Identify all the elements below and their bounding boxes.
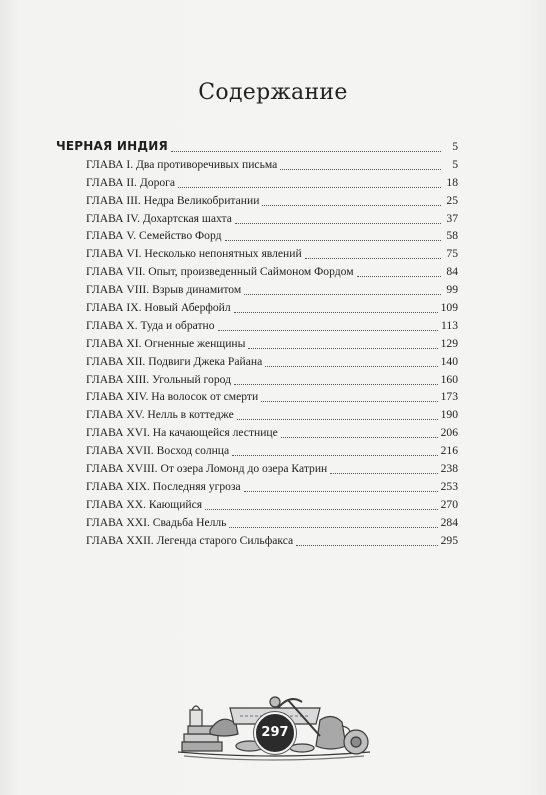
toc-entry-page: 238: [440, 462, 458, 476]
toc-entry: [56, 263, 458, 281]
toc-entry: [56, 496, 458, 514]
page-number-badge: 297: [254, 712, 296, 754]
dot-leader: [244, 490, 438, 492]
toc-entry: [56, 317, 458, 335]
toc-entry: [56, 245, 458, 263]
dot-leader: [296, 544, 437, 546]
dot-leader: [229, 526, 437, 528]
toc-entry-label: ГЛАВА XIII. Угольный город: [86, 372, 231, 386]
toc-entry: [56, 442, 458, 460]
toc-entry-label: ЧЕРНАЯ ИНДИЯ: [56, 139, 168, 153]
dot-leader: [232, 454, 437, 456]
toc-entry: [56, 514, 458, 532]
toc-entry-page: 270: [440, 497, 458, 511]
toc-entry-page: 109: [440, 301, 458, 315]
toc-entry-label: ГЛАВА XX. Кающийся: [86, 497, 203, 511]
dot-leader: [281, 436, 438, 438]
toc-entry-page: 140: [440, 354, 458, 368]
toc-entry-page: 58: [446, 229, 458, 243]
toc-entry: [56, 406, 458, 424]
dot-leader: [280, 168, 441, 170]
toc-entry: [56, 478, 458, 496]
toc-entry-label: ГЛАВА V. Семейство Форд: [86, 229, 222, 243]
toc-entry-page: 129: [440, 336, 458, 350]
toc-entry-label: ГЛАВА III. Недра Великобритании: [86, 193, 260, 207]
toc-entry-label: ГЛАВА XVIII. От озера Ломонд до озера Катрин: [86, 462, 328, 476]
dot-leader: [262, 204, 441, 206]
toc-entry-page: 5: [452, 140, 458, 153]
toc-entry-page: 113: [441, 318, 458, 332]
page-title: Содержание: [198, 80, 348, 105]
toc-entry: [56, 371, 458, 389]
toc-entry-page: 284: [440, 515, 458, 529]
toc-entry-label: ГЛАВА IV. Дохартская шахта: [86, 211, 232, 225]
toc-entry-label: ГЛАВА VII. Опыт, произведенный Саймоном Фордом: [86, 265, 354, 279]
toc-entry-label: ГЛАВА X. Туда и обратно: [86, 318, 215, 332]
toc-entry: [56, 388, 458, 406]
dot-leader: [357, 275, 441, 277]
toc-entry-label: ГЛАВА XXI. Свадьба Нелль: [86, 515, 227, 529]
toc-entry-label: ГЛАВА XI. Огненные женщины: [86, 336, 246, 350]
toc-entry-label: ГЛАВА IX. Новый Аберфойл: [86, 301, 231, 315]
toc-entry-label: ГЛАВА XV. Нелль в коттедже: [86, 408, 234, 422]
toc-entry-label: ГЛАВА XXII. Легенда старого Сильфакса: [86, 533, 294, 547]
toc-entry-page: 25: [446, 193, 458, 207]
dot-leader: [218, 329, 438, 331]
toc-entry: [56, 299, 458, 317]
toc-entry: [56, 424, 458, 442]
toc-entry: [56, 192, 458, 210]
dot-leader: [235, 222, 441, 224]
toc-entry: [56, 460, 458, 478]
toc-entry-page: 206: [440, 426, 458, 440]
toc-entry-label: ГЛАВА XVII. Восход солнца: [86, 444, 230, 458]
dot-leader: [225, 239, 441, 241]
dot-leader: [248, 347, 437, 349]
toc-entry-page: 253: [440, 479, 458, 493]
toc-entry-label: ГЛАВА VI. Несколько непонятных явлений: [86, 247, 302, 261]
toc-entry-page: 190: [440, 408, 458, 422]
toc-entry: [56, 138, 458, 156]
toc-entry-page: 75: [446, 247, 458, 261]
toc-entry: [56, 227, 458, 245]
toc-entry-page: 160: [440, 372, 458, 386]
dot-leader: [244, 293, 441, 295]
dot-leader: [237, 418, 438, 420]
toc-entry-label: ГЛАВА VIII. Взрыв динамитом: [86, 283, 242, 297]
toc-entry-page: 84: [446, 265, 458, 279]
toc-entry-label: ГЛАВА XIX. Последняя угроза: [86, 479, 241, 493]
toc-entry: [56, 174, 458, 192]
dot-leader: [305, 257, 441, 259]
toc-entry-page: 216: [440, 444, 458, 458]
toc-entry-label: ГЛАВА XVI. На качающейся лестнице: [86, 426, 278, 440]
toc-entry: [56, 156, 458, 174]
dot-leader: [261, 400, 437, 402]
toc-entry-page: 5: [452, 157, 458, 171]
toc-entry-label: ГЛАВА I. Два противоречивых письма: [86, 157, 278, 171]
dot-leader: [171, 150, 441, 152]
toc-entry-label: ГЛАВА XII. Подвиги Джека Райана: [86, 354, 263, 368]
toc-entry-label: ГЛАВА XIV. На волосок от смерти: [86, 390, 259, 404]
toc-entry-page: 99: [446, 283, 458, 297]
dot-leader: [234, 383, 438, 385]
toc-entry: [56, 335, 458, 353]
toc-entry-page: 37: [446, 211, 458, 225]
dot-leader: [234, 311, 438, 313]
dot-leader: [265, 365, 437, 367]
toc-entry-page: 173: [440, 390, 458, 404]
toc-entry-page: 18: [446, 175, 458, 189]
table-of-contents: [56, 138, 458, 549]
toc-entry-label: ГЛАВА II. Дорога: [86, 175, 176, 189]
toc-entry: [56, 353, 458, 371]
toc-entry: [56, 532, 458, 550]
dot-leader: [330, 472, 437, 474]
toc-entry: [56, 210, 458, 228]
dot-leader: [178, 186, 441, 188]
dot-leader: [205, 508, 438, 510]
toc-entry: [56, 281, 458, 299]
toc-entry-page: 295: [440, 533, 458, 547]
